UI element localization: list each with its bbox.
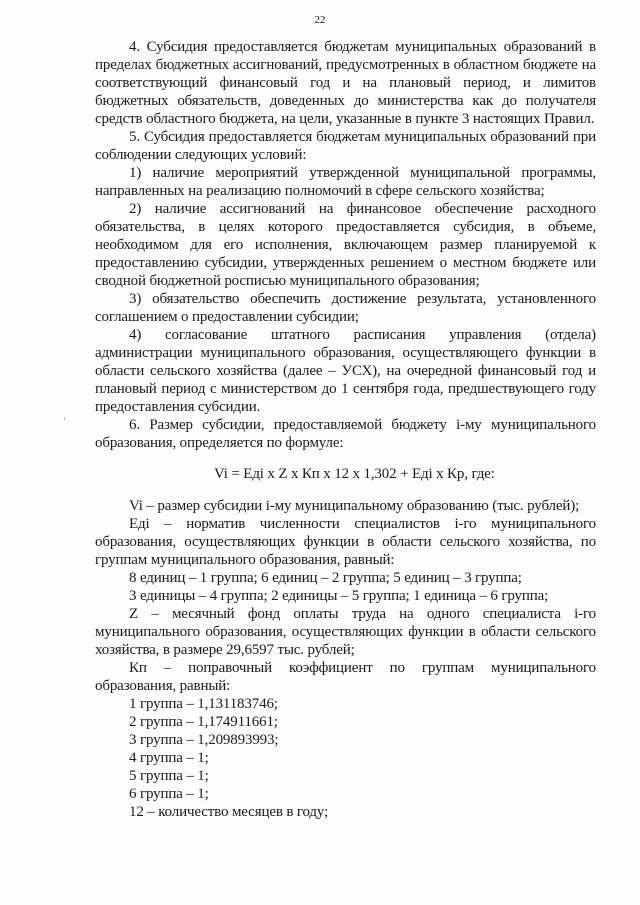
paragraph-clause-4: 4. Субсидия предоставляется бюджетам муниципальных образований в пределах бюджетных ассигнований, предусмотренных в областном бюджете на соответствующий финансовый год и на плановый период, и лимитов бюджетных обязательств, доведенных до министерства как до получателя средств областного бюджета, на цели, указанные в пункте 3 настоящих Правил. [95, 39, 596, 127]
kp-group-2: 2 группа – 1,174911661; [129, 714, 278, 730]
kp-group-1: 1 группа – 1,131183746; [129, 696, 278, 712]
scan-artifact [64, 417, 65, 420]
staff-groups-line-2: 3 единицы – 4 группа; 2 единицы – 5 группа; 1 единица – 6 группа; [129, 588, 549, 604]
condition-4: 4) согласование штатного расписания управления (отдела) администрации муниципального образования, осуществляющего функции в области сельского хозяйства (далее – УСХ), на очередной финансовый год и плановый период с министерством до 1 сентября года, предшествующего году предоставления субсидии. [95, 327, 596, 415]
condition-3: 3) обязательство обеспечить достижение результата, установленного соглашением о предоставлении субсидии; [95, 291, 596, 325]
kp-group-5: 5 группа – 1; [129, 768, 209, 784]
paragraph-clause-6: 6. Размер субсидии, предоставляемой бюджету i-му муниципального образования, определяется по формуле: [95, 417, 596, 451]
kp-group-4: 4 группа – 1; [129, 750, 209, 766]
paragraph-clause-5: 5. Субсидия предоставляется бюджетам муниципальных образований при соблюдении следующих условий: [95, 129, 596, 163]
condition-2: 2) наличие ассигнований на финансовое обеспечение расходного обязательства, в целях которого предоставляется субсидия, в объеме, необходимом для его исполнения, включающем размер планируемой к предоставлению субсидии, утвержденных решением о местном бюджете или сводной бюджетной росписью муниципального образования; [95, 201, 596, 289]
definition-edi: Едi – норматив численности специалистов i-го муниципального образования, осуществляющих функции в области сельского хозяйства, по группам муниципального образования, равный: [95, 516, 596, 568]
staff-groups-line-1: 8 единиц – 1 группа; 6 единиц – 2 группа; 5 единиц – 3 группа; [129, 570, 522, 586]
document-body [95, 38, 596, 821]
definition-kp: Кп – поправочный коэффициент по группам муниципального образования, равный: [95, 660, 596, 694]
condition-1: 1) наличие мероприятий утвержденной муниципальной программы, направленных на реализацию полномочий в сфере сельского хозяйства; [95, 165, 596, 199]
definition-vi: Vi – размер субсидии i-му муниципальному образованию (тыс. рублей); [129, 498, 580, 514]
definition-z: Z – месячный фонд оплаты труда на одного специалиста i-го муниципального образования, осуществляющих функции в области сельского хозяйства, в размере 29,6597 тыс. рублей; [95, 606, 596, 658]
kp-group-3: 3 группа – 1,209893993; [129, 732, 279, 748]
kp-group-6: 6 группа – 1; [129, 786, 209, 802]
subsidy-formula: Vi = Едi х Z х Кп х 12 х 1,302 + Едi х Кр, где: [214, 466, 495, 482]
months-definition: 12 – количество месяцев в году; [129, 804, 329, 820]
page-number: 22 [314, 14, 326, 26]
